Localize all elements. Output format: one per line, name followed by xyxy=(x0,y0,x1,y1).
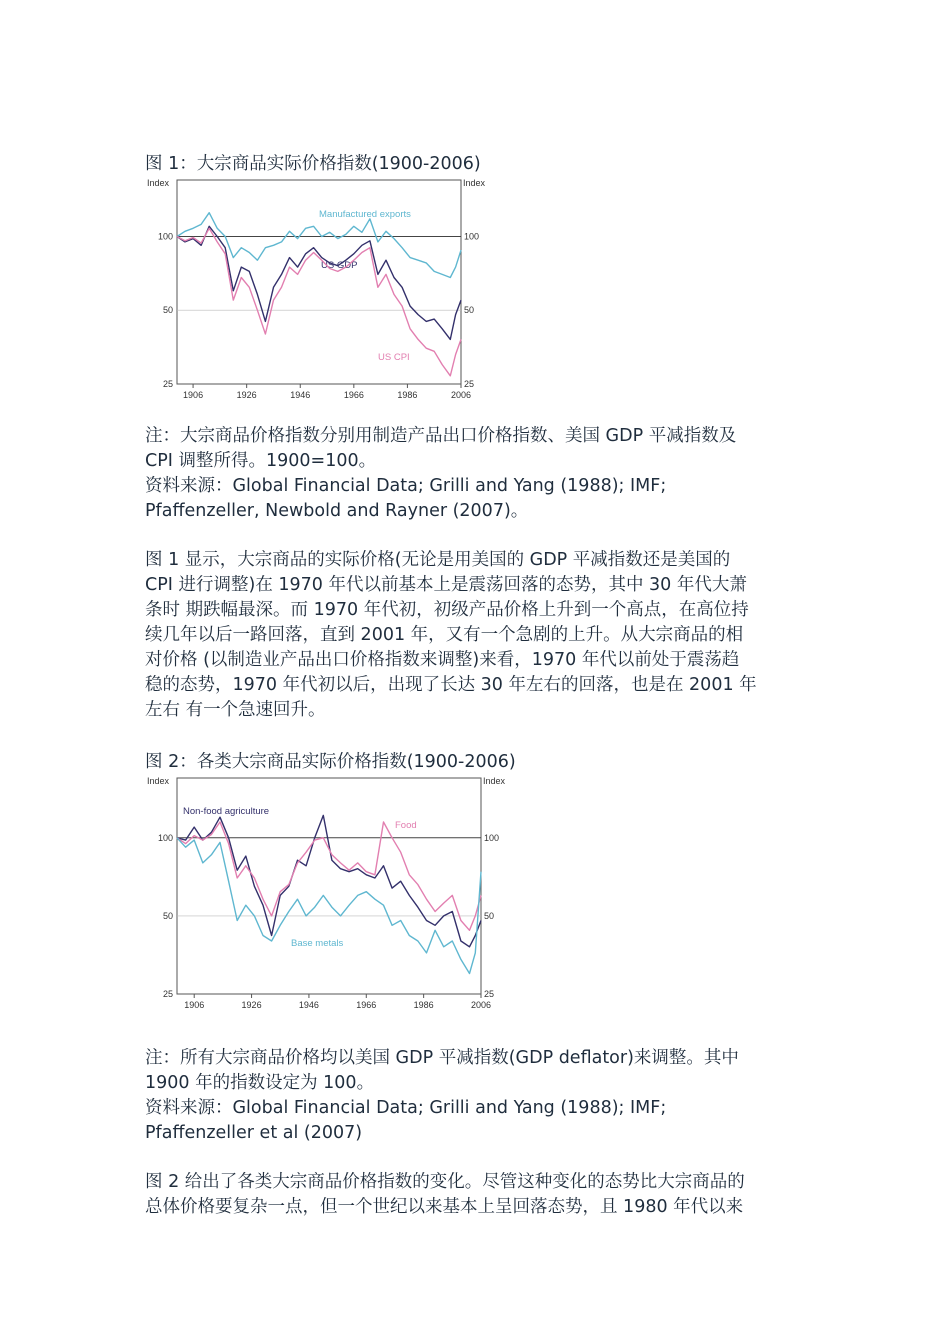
figure2-xtick-label: 1946 xyxy=(298,1000,319,1010)
figure2-series-line xyxy=(177,838,481,974)
paragraph1 xyxy=(145,548,810,723)
figure1-source-line: Pfaffenzeller, Newbold and Rayner (2007)。 xyxy=(145,501,529,521)
figure2-xtick-label: 1966 xyxy=(356,1000,377,1010)
figure1-ytick-right: 50 xyxy=(464,305,475,316)
paragraph1-line: 条时 期跌幅最深。而 1970 年代初，初级产品价格上升到一个高点，在高位持 xyxy=(145,600,749,620)
paragraph1-line: 左右 有一个急速回升。 xyxy=(145,700,326,720)
figure2-ytick-right: 100 xyxy=(484,832,500,843)
figure1-ytick-right: 25 xyxy=(464,379,475,389)
figure1-note-line: 注：大宗商品价格指数分别用制造产品出口价格指数、美国 GDP 平减指数及 xyxy=(145,426,737,446)
paragraph2-line: 图 2 给出了各类大宗商品价格指数的变化。尽管这种变化的态势比大宗商品的 xyxy=(145,1172,745,1192)
figure2-series-label: Base metals xyxy=(291,938,344,949)
paragraph2-line: 总体价格要复杂一点，但一个世纪以来基本上呈回落态势，且 1980 年代以来 xyxy=(145,1197,744,1217)
figure2-xtick-label: 2006 xyxy=(470,1000,492,1010)
paragraph1-line: 稳的态势，1970 年代初以后，出现了长达 30 年左右的回落，也是在 2001 年 xyxy=(145,675,757,695)
figure2-series-label: Non-food agriculture xyxy=(183,806,270,817)
figure2-note-line: 1900 年的指数设定为 100。 xyxy=(145,1073,375,1093)
figure2-ytick-right: 25 xyxy=(484,989,495,999)
figure2-caption: 图 2：各类大宗商品实际价格指数(1900-2006) xyxy=(145,752,516,772)
figure2-ytick-left: 50 xyxy=(162,910,173,921)
figure2-series-label: Food xyxy=(395,820,417,831)
figure1-xtick-label: 2006 xyxy=(450,390,472,400)
paragraph1-line: 对价格 (以制造业产品出口价格指数来调整)来看，1970 年代以前处于震荡趋 xyxy=(145,650,740,670)
figure1-ytick-left: 100 xyxy=(157,231,173,242)
figure2-ylabel-right: Index xyxy=(483,776,506,786)
figure2-note xyxy=(145,1046,810,1146)
figure2-source-line: Pfaffenzeller et al (2007) xyxy=(145,1123,363,1143)
figure2-series-line xyxy=(177,815,481,946)
figure1-series-line xyxy=(177,228,461,375)
figure2-note-line: 注：所有大宗商品价格均以美国 GDP 平减指数(GDP deflator)来调整。其中 xyxy=(145,1048,739,1068)
figure2-ylabel-left: Index xyxy=(147,776,170,786)
figure2-ytick-right: 50 xyxy=(484,910,495,921)
figure1-series-label: US GDP xyxy=(321,260,358,271)
figure1-note xyxy=(145,424,810,524)
figure1-source-line: 资料来源：Global Financial Data; Grilli and Yang (1988); IMF; xyxy=(145,476,667,496)
figure2-xtick-label: 1986 xyxy=(413,1000,434,1010)
figure1-xtick-label: 1946 xyxy=(290,390,311,400)
figure1-xtick-label: 1966 xyxy=(343,390,364,400)
paragraph1-line: 图 1 显示，大宗商品的实际价格(无论是用美国的 GDP 平减指数还是美国的 xyxy=(145,550,731,570)
paragraph1-line: 续几年以后一路回落，直到 2001 年，又有一个急剧的上升。从大宗商品的相 xyxy=(145,625,744,645)
figure1-series-label: US CPI xyxy=(378,352,410,363)
figure2-ytick-left: 100 xyxy=(157,832,173,843)
figure1-series-line xyxy=(177,226,461,339)
paragraph1-line: CPI 进行调整)在 1970 年代以前基本上是震荡回落的态势，其中 30 年代大萧 xyxy=(145,575,747,595)
figure2-xtick-label: 1906 xyxy=(184,1000,205,1010)
figure2-xtick-label: 1926 xyxy=(241,1000,262,1010)
figure1-ylabel-right: Index xyxy=(463,178,486,188)
figure1-xtick-label: 1926 xyxy=(236,390,257,400)
figure1-ytick-right: 100 xyxy=(464,231,480,242)
figure2-chart xyxy=(145,770,515,1016)
figure1-xtick-label: 1986 xyxy=(397,390,418,400)
figure1-note-line: CPI 调整所得。1900=100。 xyxy=(145,451,377,471)
figure1-series-label: Manufactured exports xyxy=(319,209,411,220)
figure2-source-line: 资料来源：Global Financial Data; Grilli and Yang (1988); IMF; xyxy=(145,1098,667,1118)
figure1-ytick-left: 50 xyxy=(162,305,173,316)
figure1-xtick-label: 1906 xyxy=(183,390,204,400)
figure1-caption: 图 1：大宗商品实际价格指数(1900-2006) xyxy=(145,154,481,174)
figure1-ytick-left: 25 xyxy=(162,379,173,389)
figure1-ylabel-left: Index xyxy=(147,178,170,188)
figure1-chart xyxy=(145,172,486,404)
figure2-ytick-left: 25 xyxy=(162,989,173,999)
paragraph2 xyxy=(145,1170,810,1220)
